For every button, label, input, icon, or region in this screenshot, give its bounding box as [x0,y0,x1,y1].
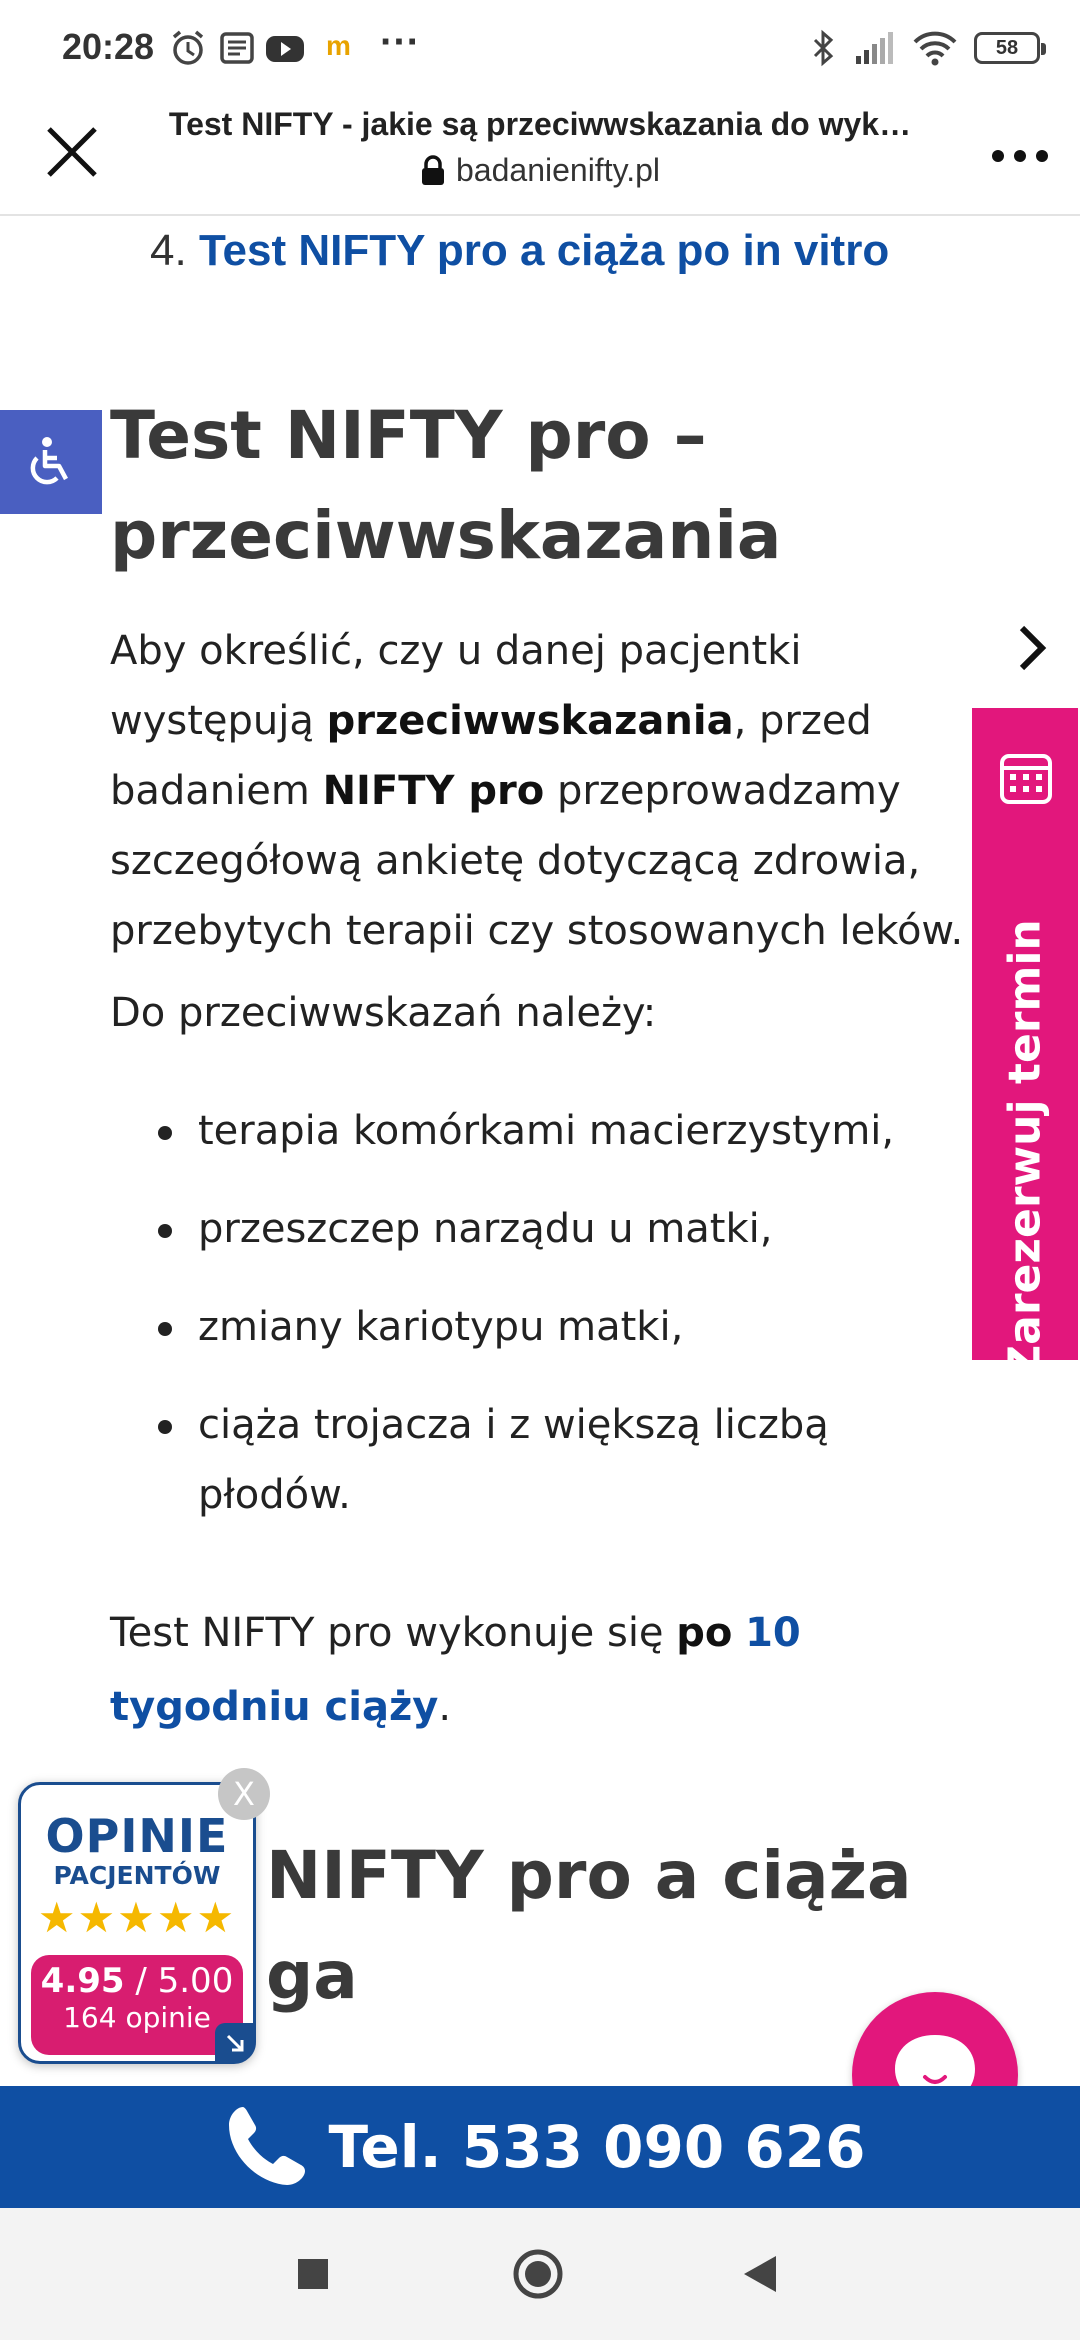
link-10-week[interactable]: 10 tygodniu ciąży [110,1610,801,1730]
url-text: badanienifty.pl [456,152,660,188]
page-title: Test NIFTY - jakie są przeciwwskazania do wyk… [168,106,912,142]
wifi-icon [912,29,958,67]
section-heading-contraindications: Test NIFTY pro – przeciwwskazania [110,397,782,574]
list-item: ciąża trojacza i z większą liczbą płodów. [110,1390,940,1530]
text-span [732,1610,745,1656]
rating-stars-icon: ★★★★★ [37,1894,237,1941]
next-chevron-button[interactable] [1008,618,1058,678]
bold-span: po [676,1610,733,1656]
phone-call-bar[interactable] [0,2086,1080,2208]
status-bar [0,0,1080,96]
home-circle-icon [511,2247,565,2301]
accessibility-button[interactable] [0,410,102,514]
toc-number: 4. [150,226,187,275]
reviews-close-button[interactable]: X [218,1768,270,1820]
recents-square-icon [296,2257,330,2291]
phone-number: Tel. 533 090 626 [328,2113,866,2181]
expand-arrow-icon [215,2023,255,2063]
patient-reviews-widget[interactable] [18,1782,256,2064]
system-nav-bar [0,2208,1080,2340]
overflow-menu-button[interactable] [990,126,1050,186]
list-item: zmiany kariotypu matki, [110,1292,940,1362]
signal-icon [854,30,896,66]
reviews-subtitle: PACJENTÓW [53,1861,221,1890]
score-value: 4.95 [40,1961,125,2001]
rating-score-box [31,1955,243,2055]
back-triangle-icon [742,2254,778,2294]
rating-score [31,1961,243,2001]
reviews-title: OPINIE [45,1809,229,1863]
calendar-icon [994,746,1058,810]
toc-item [150,226,889,276]
lock-icon [420,155,446,187]
reviews-count: 164 opinie [63,2001,211,2034]
text-span: Aby określić, czy u danej pacjentki występują [110,628,802,744]
toc-link-in-vitro[interactable]: Test NIFTY pro a ciąża po in vitro [198,226,890,275]
list-item: terapia komórkami macierzystymi, [110,1096,940,1166]
text-span: przeprowadzamy szczegółową ankietę dotyczącą zdrowia, przebytych terapii czy stosowanych leków. [110,768,964,954]
list-intro-paragraph: Do przeciwwskazań należy: [110,990,657,1036]
bold-span: przeciwwskazania [326,698,734,744]
contraindications-list [110,1096,940,1558]
reserve-appointment-tab[interactable] [972,708,1078,1377]
text-span: Test NIFTY pro wykonuje się [110,1610,677,1656]
text-span: , przed badaniem [110,698,872,814]
intro-paragraph [110,616,980,966]
battery-icon [974,32,1040,64]
status-time: 20:28 [62,26,155,67]
home-button[interactable] [508,2244,568,2304]
more-notifications-icon: ··· [380,20,420,64]
battery-level: 58 [995,36,1019,59]
youtube-icon [264,28,306,68]
timing-paragraph [110,1596,980,1744]
reserve-label: Zarezerwuj termin [999,919,1051,1377]
phone-icon [215,2097,315,2197]
heading-line: NIFTY pro a ciąża [266,1837,912,1914]
browser-toolbar [0,96,1080,216]
url-bar[interactable] [140,152,940,189]
close-icon [45,125,99,179]
close-tab-button[interactable] [36,116,108,188]
bold-span: NIFTY pro [322,768,545,814]
heading-line: ga [266,1937,358,2014]
score-max: / 5.00 [124,1961,234,2001]
notification-letter-icon: m [326,30,351,61]
chevron-right-icon [1017,623,1049,673]
news-icon [218,28,256,68]
bluetooth-icon [810,28,838,68]
more-vert-icon [990,148,1050,164]
alarm-icon [168,28,208,68]
recents-button[interactable] [283,2244,343,2304]
text-span: . [438,1684,452,1730]
list-item: przeszczep narządu u matki, [110,1194,940,1264]
back-button[interactable] [730,2244,790,2304]
wheelchair-icon [23,434,79,490]
